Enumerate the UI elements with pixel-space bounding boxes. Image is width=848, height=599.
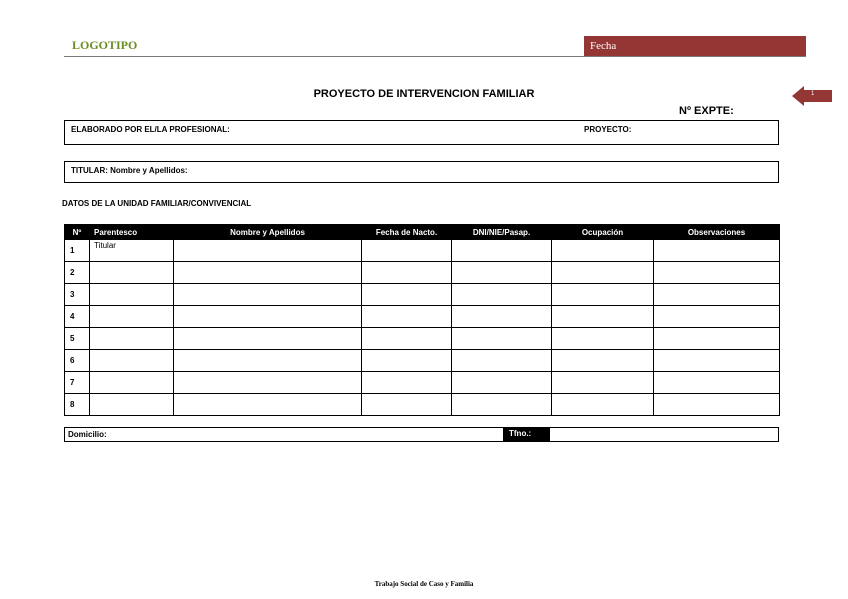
- nombre-cell[interactable]: [174, 394, 362, 416]
- table-row: [65, 306, 780, 328]
- table-row: [65, 372, 780, 394]
- ocupacion-cell[interactable]: [552, 394, 654, 416]
- col-header-parentesco: Parentesco: [90, 225, 174, 240]
- table-row: [65, 262, 780, 284]
- table-row: [65, 240, 780, 262]
- table-row: [65, 328, 780, 350]
- dni-cell[interactable]: [452, 306, 552, 328]
- observaciones-cell[interactable]: [654, 394, 780, 416]
- fecha-cell[interactable]: [362, 372, 452, 394]
- ocupacion-cell[interactable]: [552, 240, 654, 262]
- observaciones-cell[interactable]: [654, 284, 780, 306]
- ocupacion-cell[interactable]: [552, 350, 654, 372]
- ocupacion-cell[interactable]: [552, 262, 654, 284]
- fecha-cell[interactable]: [362, 262, 452, 284]
- observaciones-cell[interactable]: [654, 350, 780, 372]
- page-number: 1: [811, 91, 815, 97]
- col-header-nombre: Nombre y Apellidos: [174, 225, 362, 240]
- nombre-cell[interactable]: [174, 328, 362, 350]
- observaciones-cell[interactable]: [654, 262, 780, 284]
- professional-project-field[interactable]: [64, 120, 779, 145]
- domicilio-field[interactable]: [64, 427, 779, 442]
- dni-cell[interactable]: [452, 240, 552, 262]
- parentesco-cell[interactable]: [90, 328, 174, 350]
- dni-cell[interactable]: [452, 284, 552, 306]
- elaborado-label: ELABORADO POR EL/LA PROFESIONAL:: [71, 125, 230, 134]
- date-field[interactable]: Fecha: [584, 36, 806, 56]
- fecha-cell[interactable]: [362, 328, 452, 350]
- page-footer: Trabajo Social de Caso y Familia: [374, 580, 474, 588]
- ocupacion-cell[interactable]: [552, 372, 654, 394]
- fecha-cell[interactable]: [362, 350, 452, 372]
- fecha-cell[interactable]: [362, 240, 452, 262]
- titular-field[interactable]: [64, 161, 779, 183]
- dni-cell[interactable]: [452, 350, 552, 372]
- col-header-dni: DNI/NIE/Pasap.: [452, 225, 552, 240]
- domicilio-label: Domicilio:: [68, 430, 107, 439]
- nombre-cell[interactable]: [174, 240, 362, 262]
- row-number-cell: 4: [65, 306, 90, 328]
- dni-cell[interactable]: [452, 262, 552, 284]
- observaciones-cell[interactable]: [654, 240, 780, 262]
- page-title: PROYECTO DE INTERVENCION FAMILIAR: [313, 88, 535, 100]
- row-number-cell: 3: [65, 284, 90, 306]
- parentesco-cell[interactable]: [90, 306, 174, 328]
- nombre-cell[interactable]: [174, 284, 362, 306]
- row-number-cell: 8: [65, 394, 90, 416]
- fecha-cell[interactable]: [362, 306, 452, 328]
- fecha-cell[interactable]: [362, 394, 452, 416]
- table-header-row: [65, 225, 780, 240]
- dni-cell[interactable]: [452, 372, 552, 394]
- dni-cell[interactable]: [452, 328, 552, 350]
- header-divider: [64, 56, 806, 57]
- nombre-cell[interactable]: [174, 262, 362, 284]
- section-title: DATOS DE LA UNIDAD FAMILIAR/CONVIVENCIAL: [62, 199, 252, 208]
- nombre-cell[interactable]: [174, 350, 362, 372]
- observaciones-cell[interactable]: [654, 372, 780, 394]
- expte-label: Nº EXPTE:: [679, 105, 734, 117]
- parentesco-cell[interactable]: [90, 262, 174, 284]
- row-number-cell: 1: [65, 240, 90, 262]
- col-header-observaciones: Observaciones: [654, 225, 780, 240]
- table-row: [65, 284, 780, 306]
- parentesco-cell[interactable]: [90, 350, 174, 372]
- col-header-ocupacion: Ocupación: [552, 225, 654, 240]
- tfno-label: Tfno.:: [503, 427, 550, 441]
- ocupacion-cell[interactable]: [552, 328, 654, 350]
- row-number-cell: 7: [65, 372, 90, 394]
- observaciones-cell[interactable]: [654, 328, 780, 350]
- parentesco-cell[interactable]: Titular: [90, 240, 174, 262]
- ocupacion-cell[interactable]: [552, 284, 654, 306]
- col-header-num: Nº: [65, 225, 90, 240]
- dni-cell[interactable]: [452, 394, 552, 416]
- table-row: [65, 394, 780, 416]
- table-row: [65, 350, 780, 372]
- ocupacion-cell[interactable]: [552, 306, 654, 328]
- row-number-cell: 5: [65, 328, 90, 350]
- nombre-cell[interactable]: [174, 372, 362, 394]
- family-table: [64, 224, 780, 416]
- fecha-cell[interactable]: [362, 284, 452, 306]
- titular-label: TITULAR: Nombre y Apellidos:: [71, 166, 188, 175]
- nombre-cell[interactable]: [174, 306, 362, 328]
- parentesco-cell[interactable]: [90, 394, 174, 416]
- row-number-cell: 2: [65, 262, 90, 284]
- observaciones-cell[interactable]: [654, 306, 780, 328]
- parentesco-cell[interactable]: [90, 372, 174, 394]
- parentesco-cell[interactable]: [90, 284, 174, 306]
- col-header-fecha: Fecha de Nacto.: [362, 225, 452, 240]
- row-number-cell: 6: [65, 350, 90, 372]
- logo-text: LOGOTIPO: [72, 38, 138, 52]
- proyecto-label: PROYECTO:: [584, 125, 632, 134]
